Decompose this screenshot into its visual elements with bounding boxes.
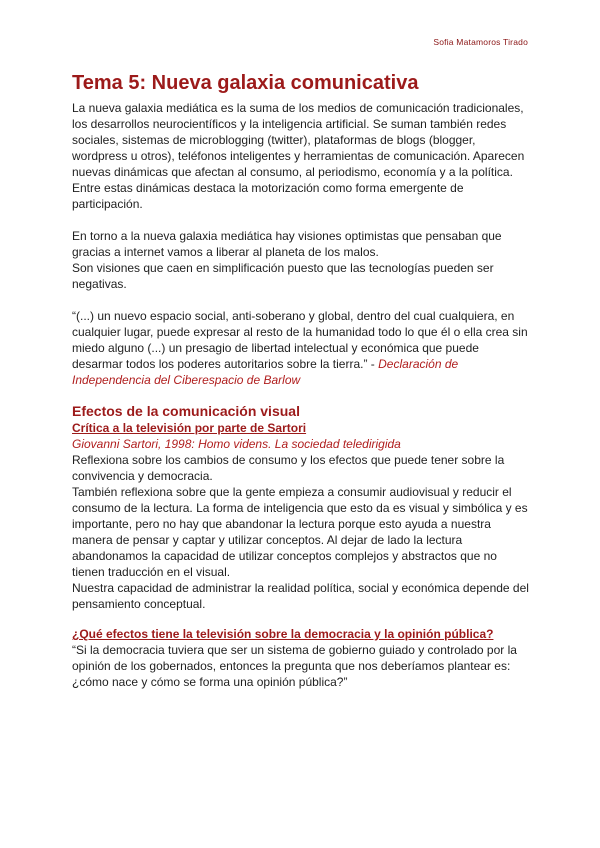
spacer bbox=[72, 388, 532, 402]
sartori-citation: Giovanni Sartori, 1998: Homo videns. La sociedad teledirigida bbox=[72, 437, 401, 451]
spacer bbox=[72, 292, 532, 308]
barlow-quote bbox=[72, 308, 532, 388]
question-quote: “Si la democracia tuviera que ser un sistema de gobierno guiado y controlado por la opinión de los gobernados, entonces la pregunta que nos deberíamos plantear es: ¿cómo nace y cómo se forma una opinión pública?” bbox=[72, 643, 517, 689]
intro-paragraph-1: La nueva galaxia mediática es la suma de los medios de comunicación tradicionales, los desarrollos neurocientíficos y la inteligencia artificial. Se suman también redes sociales, sistemas de microblogging (twitter), plataformas de blogs (blogger, wordpress u otros), teléfonos inteligentes y herramientas de comunicación. Aparecen nuevas dinámicas que afectan al consumo, al periodismo, economía y a la política. bbox=[72, 101, 525, 179]
sartori-paragraph-1: Reflexiona sobre los cambios de consumo y los efectos que puede tener sobre la convivencia y democracia. bbox=[72, 453, 505, 483]
page-title: Tema 5: Nueva galaxia comunicativa bbox=[72, 72, 419, 94]
question-heading: ¿Qué efectos tiene la televisión sobre la democracia y la opinión pública? bbox=[72, 627, 494, 641]
section-heading-visual: Efectos de la comunicación visual bbox=[72, 403, 300, 419]
intro-paragraph-4: Son visiones que caen en simplificación puesto que las tecnologías pueden ser negativas. bbox=[72, 261, 494, 291]
intro-paragraph-3: En torno a la nueva galaxia mediática hay visiones optimistas que pensaban que gracias a internet vamos a liberar al planeta de los malos. bbox=[72, 229, 502, 259]
barlow-quote-source: Declaración de Independencia del Ciberespacio de Barlow bbox=[72, 357, 459, 387]
sartori-paragraph-3: Nuestra capacidad de administrar la realidad política, social y económica depende del pensamiento conceptual. bbox=[72, 581, 529, 611]
spacer bbox=[72, 612, 532, 626]
subheading-sartori: Crítica a la televisión por parte de Sartori bbox=[72, 421, 307, 435]
sartori-paragraph-2: También reflexiona sobre que la gente empieza a consumir audiovisual y reducir el consumo de la lectura. La forma de inteligencia que esto da es visual y simbólica y es importante, pero no hay que abandonar la lectura porque esto ayuda a nuestra manera de pensar y captar y utilizar conceptos. Al dejar de lado la lectura abandonamos la capacidad de utilizar conceptos complejos y abstractos que no tienen traducción en el visual. bbox=[72, 485, 528, 579]
page-header-author: Sofia Matamoros Tirado bbox=[433, 37, 528, 47]
spacer bbox=[72, 212, 532, 228]
barlow-quote-text: “(...) un nuevo espacio social, anti-soberano y global, dentro del cual cualquiera, en cualquier lugar, puede expresar al resto de la humanidad todo lo que él o ella crea sin miedo alguno (...) un presagio de libertad intelectual y económica que puede desarmar todos los poderes autoritarios sobre la tierra.” - bbox=[72, 309, 528, 371]
document-body bbox=[72, 70, 532, 690]
intro-paragraph-2: Entre estas dinámicas destaca la motorización como forma emergente de participación. bbox=[72, 181, 464, 211]
